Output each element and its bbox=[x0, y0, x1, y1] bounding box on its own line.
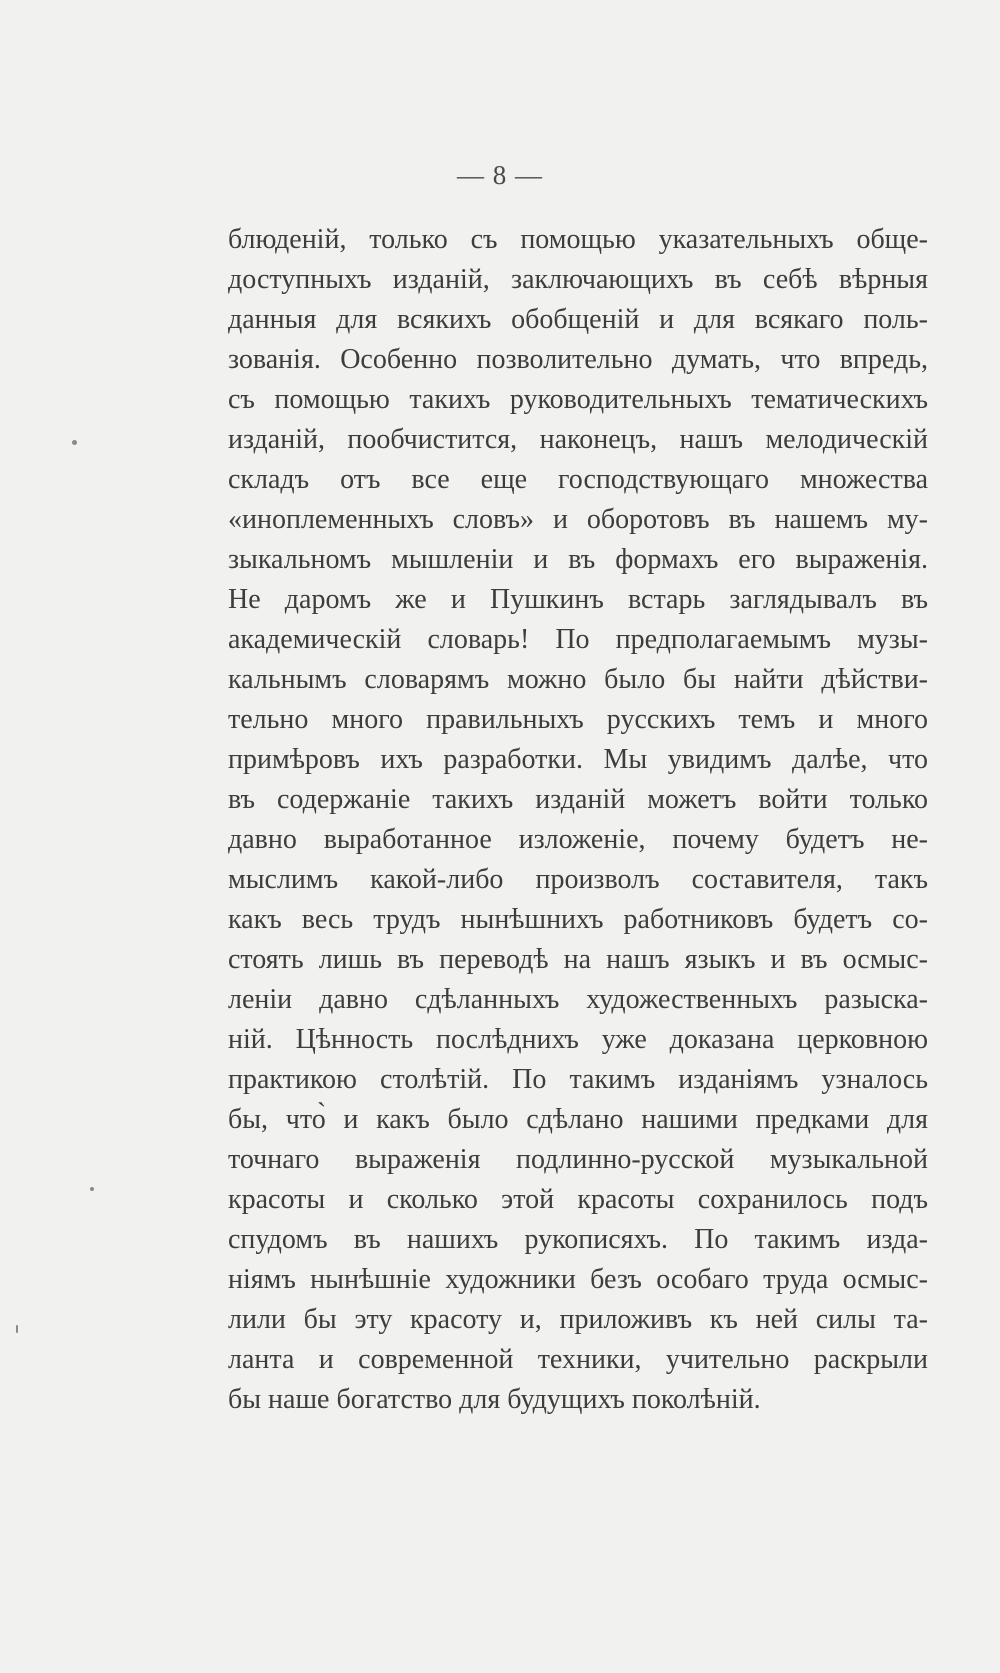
text-line: доступныхъ изданій, заключающихъ въ себѣ вѣрныя bbox=[228, 264, 928, 295]
text-line: тельно много правильныхъ русскихъ темъ и много bbox=[228, 704, 928, 735]
scan-speck bbox=[72, 440, 77, 445]
body-text bbox=[228, 220, 928, 1420]
text-line: въ содержаніе такихъ изданій можетъ войти только bbox=[228, 784, 928, 815]
text-line: кальнымъ словарямъ можно было бы найти дѣйстви- bbox=[228, 664, 928, 695]
page-number: — 8 — bbox=[457, 160, 543, 190]
text-line: блюденій, только съ помощью указательныхъ обще- bbox=[228, 224, 928, 255]
text-line: ланта и современной техники, учительно раскрыли bbox=[228, 1344, 928, 1375]
text-line: стоять лишь въ переводѣ на нашъ языкъ и въ осмыс- bbox=[228, 944, 928, 975]
scan-speck bbox=[16, 1325, 18, 1333]
text-line: давно выработанное изложеніе, почему будетъ не- bbox=[228, 824, 928, 855]
text-line: складъ отъ все еще господствующаго множества bbox=[228, 464, 928, 495]
text-line: изданій, пообчистится, наконецъ, нашъ мелодическій bbox=[228, 424, 928, 455]
text-line: съ помощью такихъ руководительныхъ тематическихъ bbox=[228, 384, 928, 415]
text-line: леніи давно сдѣланныхъ художественныхъ разыска- bbox=[228, 984, 928, 1015]
text-line: зыкальномъ мышленіи и въ формахъ его выраженія. bbox=[228, 544, 928, 575]
text-line: мыслимъ какой-либо произволъ составителя, такъ bbox=[228, 864, 928, 895]
text-line: спудомъ въ нашихъ рукописяхъ. По такимъ изда- bbox=[228, 1224, 928, 1255]
text-line: красоты и сколько этой красоты сохранилось подъ bbox=[228, 1184, 928, 1215]
scan-speck bbox=[90, 1187, 94, 1191]
text-line: бы, что̀ и какъ было сдѣлано нашими предками для bbox=[228, 1104, 928, 1135]
text-line: какъ весь трудъ нынѣшнихъ работниковъ будетъ со- bbox=[228, 904, 928, 935]
text-line: точнаго выраженія подлинно-русской музыкальной bbox=[228, 1144, 928, 1175]
text-line: лили бы эту красоту и, приложивъ къ ней силы та- bbox=[228, 1304, 928, 1335]
text-line: «иноплеменныхъ словъ» и оборотовъ въ нашемъ му- bbox=[228, 504, 928, 535]
text-line: ній. Цѣнность послѣднихъ уже доказана церковною bbox=[228, 1024, 928, 1055]
text-line: зованія. Особенно позволительно думать, что впредь, bbox=[228, 344, 928, 375]
text-line: академическій словарь! По предполагаемымъ музы- bbox=[228, 624, 928, 655]
text-line-last: бы наше богатство для будущихъ поколѣній. bbox=[228, 1384, 761, 1415]
text-line: примѣровъ ихъ разработки. Мы увидимъ далѣе, что bbox=[228, 744, 928, 775]
text-line: ніямъ нынѣшніе художники безъ особаго труда осмыс- bbox=[228, 1264, 928, 1295]
text-line: Не даромъ же и Пушкинъ встарь заглядывалъ въ bbox=[228, 584, 928, 615]
text-line: данныя для всякихъ обобщеній и для всякаго поль- bbox=[228, 304, 928, 335]
text-line: практикою столѣтій. По такимъ изданіямъ узналось bbox=[228, 1064, 928, 1095]
